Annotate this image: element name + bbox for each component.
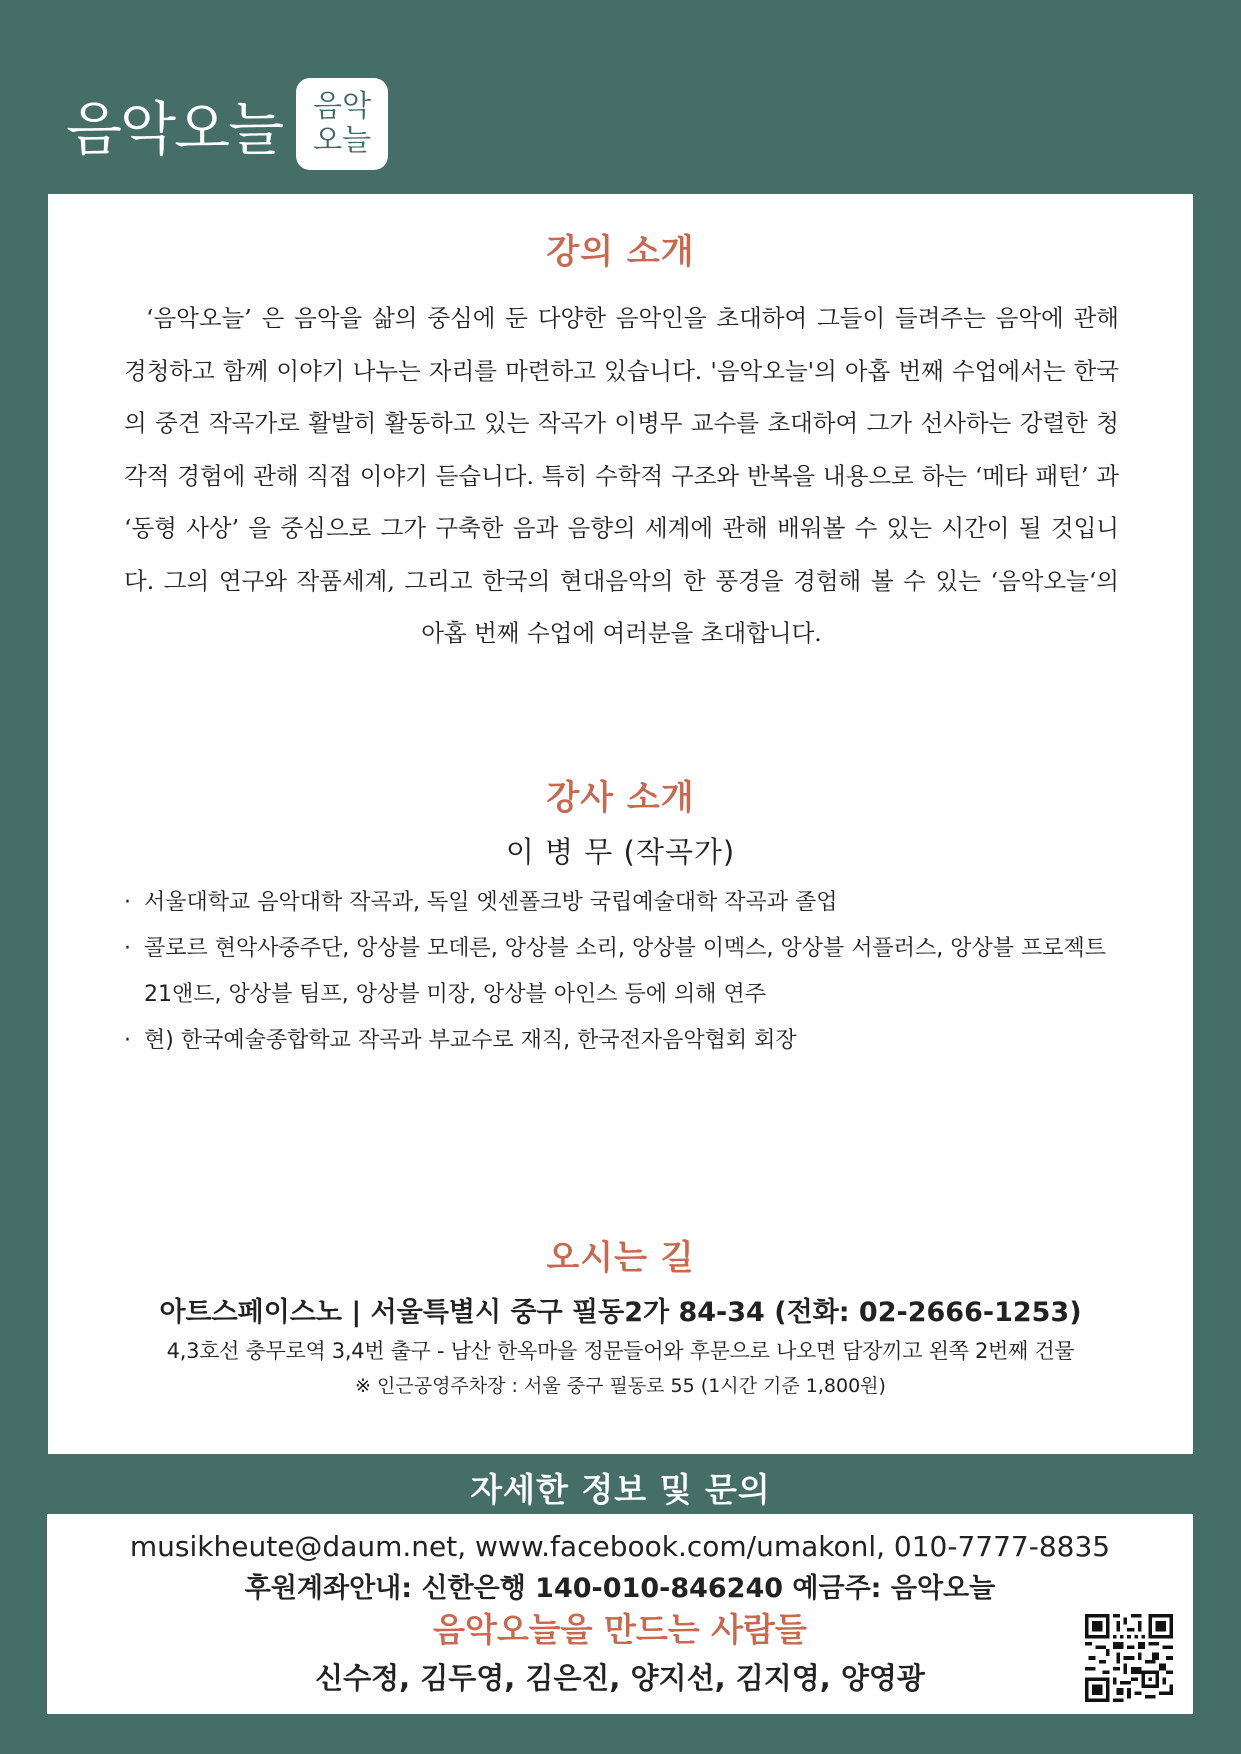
bio-item <box>124 880 1124 926</box>
logo-badge-line2: 오늘 <box>313 123 372 158</box>
intro-paragraph: ‘음악오늘’ 은 음악을 삶의 중심에 둔 다양한 음악인을 초대하여 그들이 들려주는 음악에 관해 경청하고 함께 이야기 나누는 자리를 마련하고 있습니다. '음악오늘'의 아홉 번째 수업에서는 한국의 중견 작곡가로 활발히 활동하고 있는 작곡가 이병무 교수를 초대하여 그가 선사하는 강렬한 청각적 경험에 관해 직접 이야기 듣습니다. 특히 수학적 구조와 반복을 내용으로 하는 ‘메타 패턴’ 과 ‘동형 사상’ 을 중심으로 그가 구축한 음과 음향의 세계에 관해 배워볼 수 있는 시간이 될 것입니다. 그의 연구와 작품세계, 그리고 한국의 현대음악의 한 풍경을 경험해 볼 수 있는 ‘음악오늘‘의 아홉 번째 수업에 여러분을 초대합니다. <box>124 304 1119 647</box>
bullet: · <box>124 1028 131 1053</box>
bio-item <box>124 1018 1124 1064</box>
route-directions: 4,3호선 충무로역 3,4번 출구 - 남산 한옥마을 정문들어와 후문으로 나오면 담장끼고 왼쪽 2번째 건물 <box>166 1339 1075 1363</box>
people-list: 신수정, 김두영, 김은진, 양지선, 김지영, 양영광 <box>315 1661 925 1695</box>
venue-address: 아트스페이스노 | 서울특별시 중구 필동2가 84-34 (전화: 02-2666-1253) <box>159 1297 1082 1328</box>
bio-text: 현) 한국예술종합학교 작곡과 부교수로 재직, 한국전자음악협회 회장 <box>144 1028 797 1053</box>
people-heading: 음악오늘을 만드는 사람들 <box>433 1610 807 1649</box>
intro-heading: 강의 소개 <box>546 232 695 272</box>
bullet: · <box>124 936 131 961</box>
main-panel <box>48 194 1193 1454</box>
bio-item <box>124 926 1124 1018</box>
logo-badge <box>296 78 388 170</box>
bio-text: 콜로르 현악사중주단, 앙상블 모데른, 앙상블 소리, 앙상블 이멕스, 앙상블 서플러스, 앙상블 프로젝트21앤드, 앙상블 팀프, 앙상블 미장, 앙상블 아인스 등에 의해 연주 <box>144 936 1106 1007</box>
parking-info: ※ 인근공영주차장 : 서울 중구 필동로 55 (1시간 기준 1,800원) <box>355 1375 886 1397</box>
donation-account: 후원계좌안내: 신한은행 140-010-846240 예금주: 음악오늘 <box>244 1573 996 1604</box>
speaker-heading: 강사 소개 <box>546 778 695 818</box>
logo-badge-line1: 음악 <box>313 89 372 124</box>
qr-code-icon[interactable] <box>1085 1614 1173 1702</box>
bullet: · <box>124 890 131 915</box>
logo-text: 음악오늘 <box>66 95 283 163</box>
contact-heading: 자세한 정보 및 문의 <box>470 1470 771 1509</box>
bio-text: 서울대학교 음악대학 작곡과, 독일 엣센폴크방 국립예술대학 작곡과 졸업 <box>144 890 838 915</box>
logo <box>66 78 388 170</box>
speaker-name: 이 병 무 (작곡가) <box>505 835 736 869</box>
contact-panel <box>47 1514 1193 1714</box>
directions-heading: 오시는 길 <box>546 1238 695 1278</box>
contact-info: musikheute@daum.net, www.facebook.com/umakonl, 010-7777-8835 <box>129 1530 1111 1563</box>
speaker-bio-list <box>124 880 1124 1064</box>
